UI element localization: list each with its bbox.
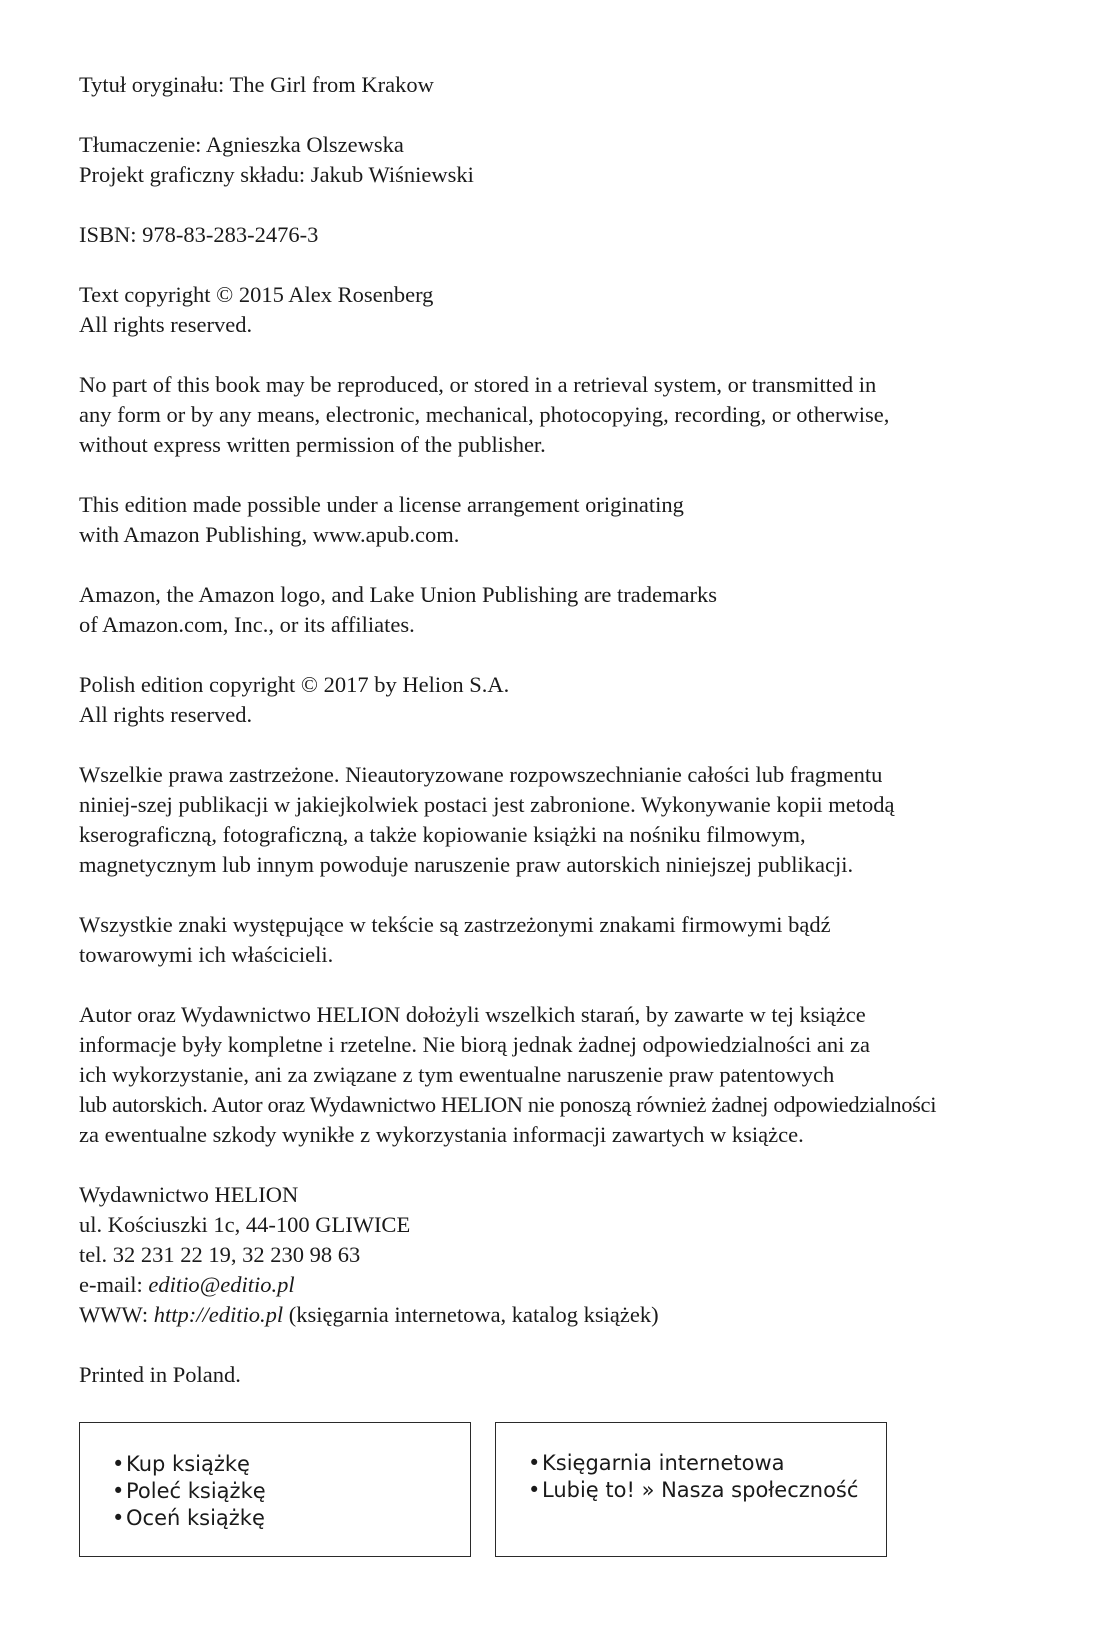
recommend-book-link[interactable]: •Poleć książkę <box>112 1479 266 1503</box>
layout-design-credit: Projekt graficzny składu: Jakub Wiśniewski <box>79 162 474 187</box>
polish-edition-copyright: Polish edition copyright © 2017 by Helion S.A. All rights reserved. <box>79 672 510 727</box>
publisher-phone: tel. 32 231 22 19, 32 230 98 63 <box>79 1242 361 1267</box>
edition-license: This edition made possible under a license arrangement originating with Amazon Publishing, www.apub.com. <box>79 492 684 547</box>
publisher-name: Wydawnictwo HELION <box>79 1182 299 1207</box>
publisher-www-line: WWW: http://editio.pl (księgarnia internetowa, katalog książek) <box>79 1302 659 1327</box>
credits <box>79 130 1039 190</box>
original-title: Tytuł oryginału: The Girl from Krakow <box>79 72 434 97</box>
online-bookstore-link[interactable]: •Księgarnia internetowa <box>528 1451 785 1475</box>
bullet: • <box>528 1478 541 1502</box>
rights-reserved-polish: Wszelkie prawa zastrzeżone. Nieautoryzowane rozpowszechnianie całości lub fragmentu niniej-szej publikacji w jakiejkolwiek postaci jest zabronione. Wykonywanie kopii metodą kserograficzną, fotograficzną, a także kopiowanie książki na nośniku filmowym, magnetycznym lub innym powoduje naruszenie praw autorskich niniejszej publikacji. <box>79 762 895 877</box>
printed-in: Printed in Poland. <box>79 1362 241 1387</box>
book-actions-box <box>79 1422 471 1557</box>
no-part-notice: No part of this book may be reproduced, or stored in a retrieval system, or transmitted in any form or by any means, electronic, mechanical, photocopying, recording, or otherwise, without express written permission of the publisher. <box>79 372 890 457</box>
text-copyright: Text copyright © 2015 Alex Rosenberg All rights reserved. <box>79 282 434 337</box>
trademarks-polish: Wszystkie znaki występujące w tekście są zastrzeżonymi znakami firmowymi bądź towarowymi ich właścicieli. <box>79 912 831 967</box>
community-box <box>495 1422 887 1557</box>
bullet: • <box>112 1452 125 1476</box>
publisher-email-line: e-mail: editio@editio.pl <box>79 1272 295 1297</box>
bullet: • <box>112 1479 125 1503</box>
bullet: • <box>112 1506 125 1530</box>
copyright-content <box>79 70 1039 1420</box>
publisher-address: ul. Kościuszki 1c, 44-100 GLIWICE <box>79 1212 411 1237</box>
isbn: ISBN: 978-83-283-2476-3 <box>79 222 319 247</box>
rate-book-link[interactable]: •Oceń książkę <box>112 1506 265 1530</box>
publisher-contact <box>79 1180 1039 1330</box>
website-link[interactable]: http://editio.pl <box>153 1302 284 1327</box>
translation-credit: Tłumaczenie: Agnieszka Olszewska <box>79 132 404 157</box>
email-link[interactable]: editio@editio.pl <box>148 1272 295 1297</box>
buy-book-link[interactable]: •Kup książkę <box>112 1452 250 1476</box>
liability-disclaimer: Autor oraz Wydawnictwo HELION dołożyli wszelkich starań, by zawarte w tej książce informacje były kompletne i rzetelne. Nie biorą jednak żadnej odpowiedzialności ani za ich wykorzystanie, ani za związane z tym ewentualne naruszenie praw patentowych lub autorskich. Autor oraz Wydawnictwo HELION nie ponoszą również żadnej odpowiedzialności za ewentualne szkody wynikłe z wykorzystania informacji zawartych w książce. <box>79 1002 937 1147</box>
action-boxes <box>79 1422 887 1559</box>
trademarks-notice: Amazon, the Amazon logo, and Lake Union Publishing are trademarks of Amazon.com, Inc., or its affiliates. <box>79 582 717 637</box>
community-link[interactable]: •Lubię to! » Nasza społeczność <box>528 1478 859 1502</box>
bullet: • <box>528 1451 541 1475</box>
